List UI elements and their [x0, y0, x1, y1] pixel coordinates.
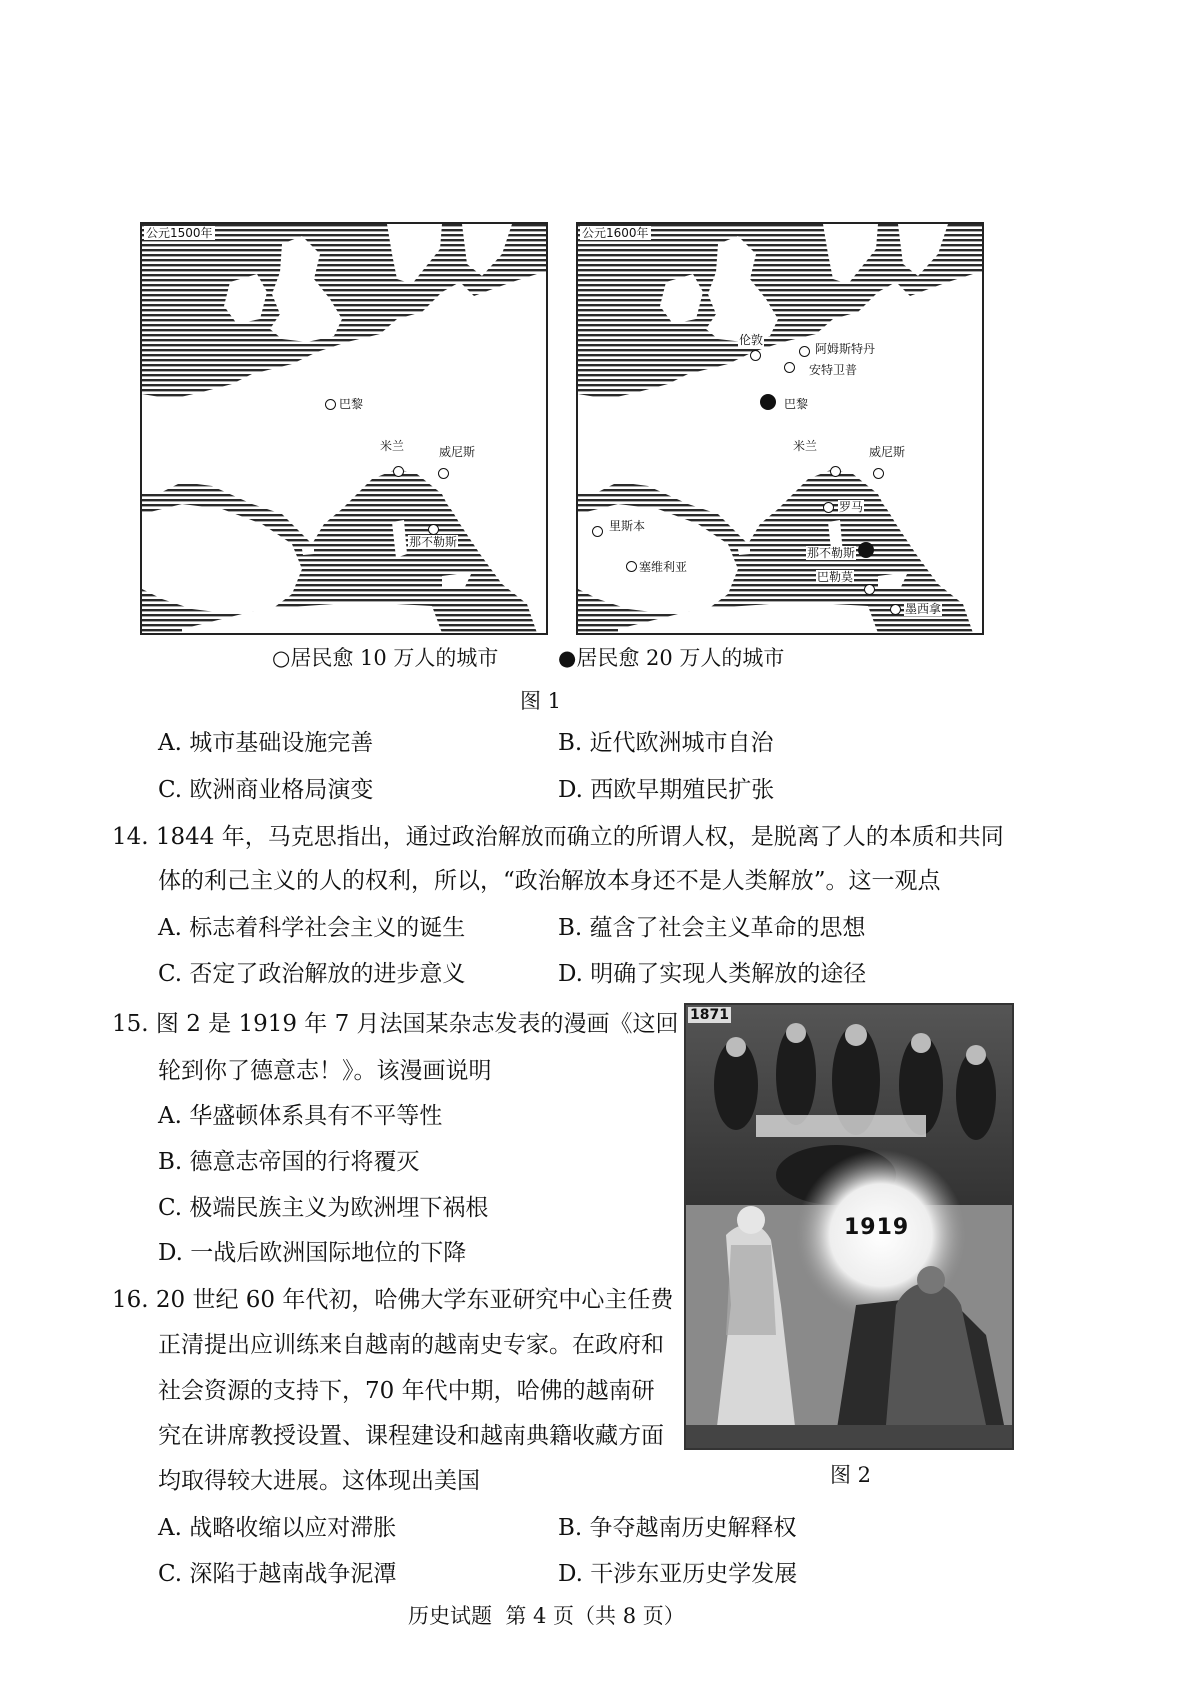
city-label-london: 伦敦	[739, 333, 764, 347]
q16-stem-line3: 社会资源的支持下，70 年代中期，哈佛的越南研	[158, 1378, 655, 1404]
page-footer: 历史试题 第 4 页（共 8 页）	[408, 1604, 685, 1628]
city-label-antwerp: 安特卫普	[809, 363, 858, 377]
map-1600	[576, 222, 984, 635]
q14-option-d: D. 明确了实现人类解放的途径	[558, 961, 867, 987]
city-label-amsterdam: 阿姆斯特丹	[815, 342, 876, 356]
city-marker-paris-1600	[760, 394, 776, 410]
city-marker-naples-1600	[858, 542, 874, 558]
city-label-lisbon: 里斯本	[609, 519, 646, 533]
legend-10-thousand: ○居民愈 10 万人的城市	[272, 646, 499, 670]
city-label-venice-1600: 威尼斯	[869, 445, 906, 459]
city-label-seville: 塞维利亚	[639, 560, 688, 574]
q13-option-d: D. 西欧早期殖民扩张	[558, 777, 775, 803]
figure1-caption: 图 1	[520, 689, 562, 713]
q14-stem-line2: 体的利己主义的人的权利，所以，“政治解放本身还不是人类解放”。这一观点	[158, 868, 941, 894]
legend-20-thousand: ●居民愈 20 万人的城市	[558, 646, 785, 670]
q16-stem-line5: 均取得较大进展。这体现出美国	[158, 1468, 480, 1494]
city-marker-rome	[823, 502, 834, 513]
city-marker-lisbon	[592, 526, 603, 537]
q13-option-a: A. 城市基础设施完善	[158, 730, 374, 756]
city-label-naples-1600: 那不勒斯	[807, 546, 856, 560]
city-marker-london	[750, 350, 761, 361]
q13-option-b: B. 近代欧洲城市自治	[558, 730, 774, 756]
q14-option-a: A. 标志着科学社会主义的诞生	[158, 915, 466, 941]
map-1500-era-label: 公元1500年	[146, 226, 213, 240]
city-label-rome: 罗马	[839, 500, 864, 514]
q16-option-d: D. 干涉东亚历史学发展	[558, 1561, 798, 1587]
q13-option-c: C. 欧洲商业格局演变	[158, 777, 374, 803]
city-label-paris-1600: 巴黎	[784, 397, 809, 411]
city-marker-seville	[626, 561, 637, 572]
q16-option-b: B. 争夺越南历史解释权	[558, 1515, 797, 1541]
city-marker-messina	[890, 604, 901, 615]
q14-stem-line1: 14. 1844 年，马克思指出，通过政治解放而确立的所谓人权，是脱离了人的本质和共同	[112, 824, 1004, 850]
q16-stem-line2: 正清提出应训练来自越南的越南史专家。在政府和	[158, 1332, 664, 1358]
q15-option-b: B. 德意志帝国的行将覆灭	[158, 1149, 420, 1175]
city-label-paris: 巴黎	[339, 397, 364, 411]
figure2-cartoon	[684, 1003, 1014, 1450]
city-marker-venice	[438, 468, 449, 479]
figure2-caption: 图 2	[830, 1463, 872, 1487]
q16-option-a: A. 战略收缩以应对滞胀	[158, 1515, 397, 1541]
city-marker-milan-1600	[830, 466, 841, 477]
city-marker-palermo	[864, 584, 875, 595]
q16-stem-line1: 16. 20 世纪 60 年代初，哈佛大学东亚研究中心主任费	[112, 1287, 674, 1313]
city-label-palermo: 巴勒莫	[817, 570, 854, 584]
city-marker-paris	[325, 399, 336, 410]
city-label-milan: 米兰	[380, 439, 405, 453]
cartoon-year-1919: 1919	[844, 1215, 910, 1240]
city-marker-milan	[393, 466, 404, 477]
map-1500-drawing	[142, 224, 546, 633]
city-marker-antwerp	[784, 362, 795, 373]
q16-stem-line4: 究在讲席教授设置、课程建设和越南典籍收藏方面	[158, 1423, 664, 1449]
q15-option-d: D. 一战后欧洲国际地位的下降	[158, 1240, 467, 1266]
map-1600-era-label: 公元1600年	[582, 226, 649, 240]
city-marker-venice-1600	[873, 468, 884, 479]
city-marker-amsterdam	[799, 346, 810, 357]
city-label-messina: 墨西拿	[905, 602, 942, 616]
q14-option-c: C. 否定了政治解放的进步意义	[158, 961, 466, 987]
map-1500	[140, 222, 548, 635]
city-label-naples: 那不勒斯	[409, 535, 458, 549]
city-marker-naples	[428, 524, 439, 535]
q15-stem-line2: 轮到你了德意志！》。该漫画说明	[158, 1058, 492, 1084]
city-label-milan-1600: 米兰	[793, 439, 818, 453]
q15-option-a: A. 华盛顿体系具有不平等性	[158, 1103, 443, 1129]
cartoon-year-1871: 1871	[690, 1007, 729, 1023]
q16-option-c: C. 深陷于越南战争泥潭	[158, 1561, 397, 1587]
q14-option-b: B. 蕴含了社会主义革命的思想	[558, 915, 866, 941]
q15-stem-line1: 15. 图 2 是 1919 年 7 月法国某杂志发表的漫画《这回	[112, 1011, 679, 1037]
city-label-venice: 威尼斯	[439, 445, 476, 459]
q15-option-c: C. 极端民族主义为欧洲埋下祸根	[158, 1195, 489, 1221]
